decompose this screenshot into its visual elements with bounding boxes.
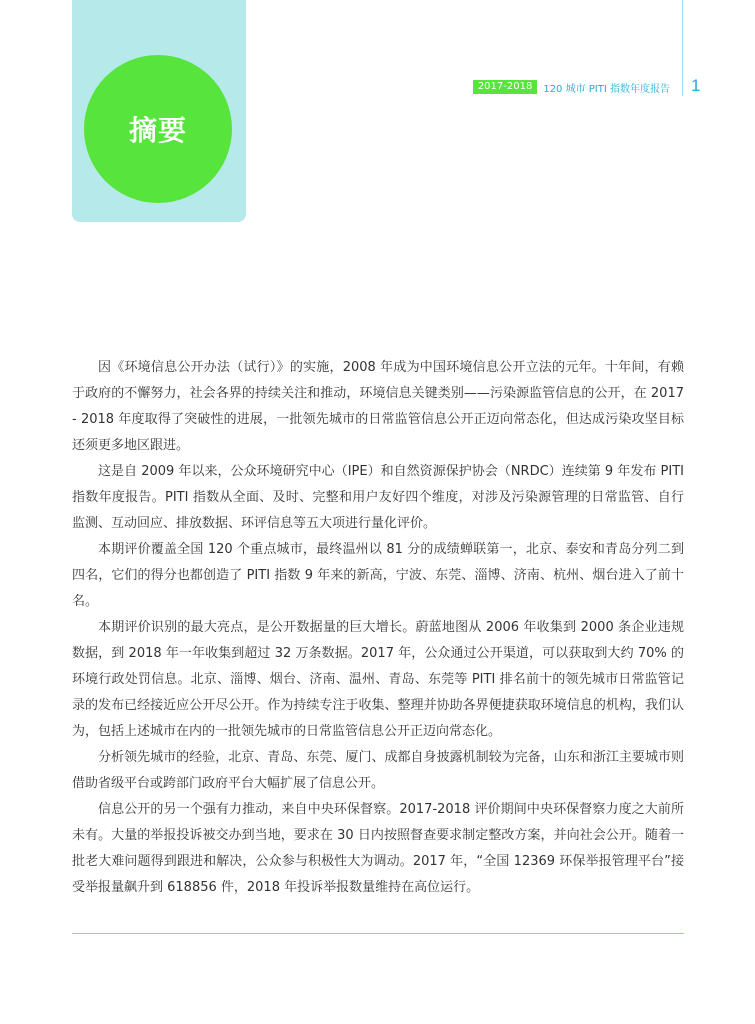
report-title: 120 城市 PITI 指数年度报告 (543, 83, 670, 95)
header-divider (682, 0, 683, 96)
footer-rule (72, 933, 684, 934)
summary-body (72, 355, 684, 901)
paragraph: 本期评价覆盖全国 120 个重点城市，最终温州以 81 分的成绩蝉联第一，北京、泰安和青岛分列二到四名，它们的得分也都创造了 PITI 指数 9 年来的新高，宁波、东莞、淄博、济南、杭州、烟台进入了前十名。 (72, 542, 684, 609)
paragraph: 信息公开的另一个强有力推动，来自中央环保督察。2017-2018 评价期间中央环保督察力度之大前所未有。大量的举报投诉被交办到当地，要求在 30 日内按照督查要求制定整改方案，并向社会公开。随着一批老大难问题得到跟进和解决，公众参与积极性大为调动。2017 年，“全国 12369 环保举报管理平台”接受举报量飙升到 618856 件，2018 年投诉举报数量维持在高位运行。 (72, 802, 684, 895)
paragraph: 这是自 2009 年以来，公众环境研究中心（IPE）和自然资源保护协会（NRDC）连续第 9 年发布 PITI 指数年度报告。PITI 指数从全面、及时、完整和用户友好四个维度，对涉及污染源管理的日常监管、自行监测、互动回应、排放数据、环评信息等五大项进行量化评价。 (72, 464, 684, 531)
running-header (473, 80, 670, 94)
section-title-badge (84, 55, 232, 203)
page-number: 1 (691, 76, 701, 95)
paragraph: 分析领先城市的经验，北京、青岛、东莞、厦门、成都自身披露机制较为完备，山东和浙江主要城市则借助省级平台或跨部门政府平台大幅扩展了信息公开。 (72, 750, 684, 791)
section-title: 摘要 (128, 114, 187, 147)
year-badge: 2017-2018 (473, 80, 538, 94)
paragraph: 因《环境信息公开办法（试行）》的实施，2008 年成为中国环境信息公开立法的元年。十年间，有赖于政府的不懈努力，社会各界的持续关注和推动，环境信息关键类别——污染源监管信息的公开，在 2017 - 2018 年度取得了突破性的进展，一批领先城市的日常监管信息公开正迈向常态化，但达成污染攻坚目标还须更多地区跟进。 (72, 360, 684, 453)
paragraph: 本期评价识别的最大亮点，是公开数据量的巨大增长。蔚蓝地图从 2006 年收集到 2000 条企业违规数据，到 2018 年一年收集到超过 32 万条数据。2017 年，公众通过公开渠道，可以获取到大约 70% 的环境行政处罚信息。北京、淄博、烟台、济南、温州、青岛、东莞等 PITI 排名前十的领先城市日常监管记录的发布已经接近应公开尽公开。作为持续专注于收集、整理并协助各界便捷获取环境信息的机构，我们认为，包括上述城市在内的一批领先城市的日常监管信息公开正迈向常态化。 (72, 620, 684, 739)
